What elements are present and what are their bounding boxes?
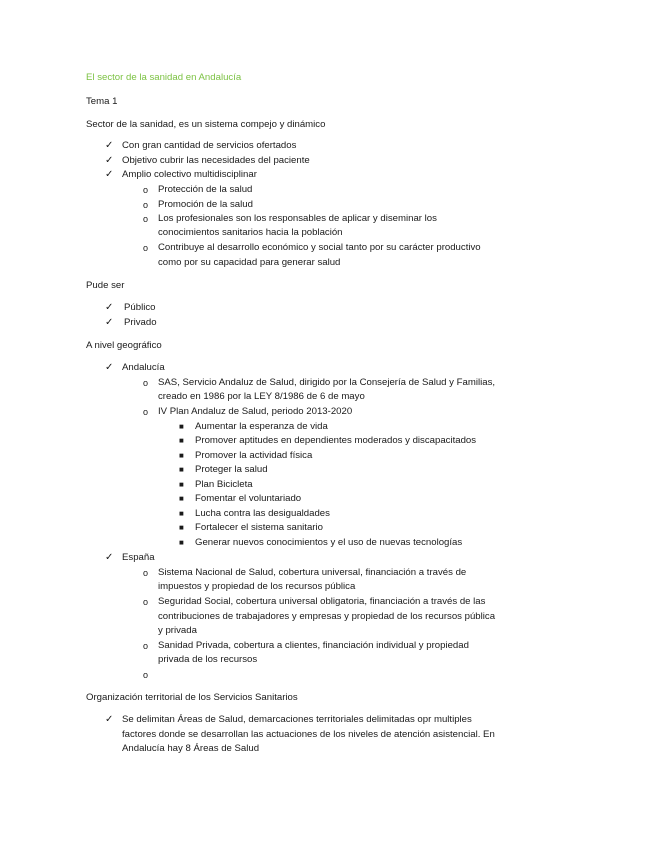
list-item-continuation: Andalucía hay 8 Áreas de Salud [122, 743, 260, 754]
list-item: Promover aptitudes en dependientes moderados y discapacitados [195, 435, 477, 446]
list-item: Seguridad Social, cobertura universal obligatoria, financiación a través de las [158, 596, 486, 607]
square-bullet-icon: ■ [179, 436, 184, 445]
list-item: Objetivo cubrir las necesidades del paciente [122, 155, 310, 166]
list-item: Público [124, 302, 156, 313]
check-icon: ✓ [105, 302, 114, 313]
square-bullet-icon: ■ [179, 465, 184, 474]
square-bullet-icon: ■ [179, 451, 184, 460]
square-bullet-icon: ■ [179, 509, 184, 518]
list-item: IV Plan Andaluz de Salud, periodo 2013-2020 [158, 406, 353, 417]
list-item: Fomentar el voluntariado [195, 493, 302, 504]
list-item: Promoción de la salud [158, 199, 253, 210]
list-item: España [122, 552, 155, 563]
square-bullet-icon: ■ [179, 538, 184, 547]
circle-bullet-icon: o [143, 378, 149, 388]
circle-bullet-icon: o [143, 243, 149, 253]
section-heading: A nivel geográfico [86, 340, 162, 351]
circle-bullet-icon: o [143, 185, 149, 195]
list-item-continuation: como por su capacidad para generar salud [158, 257, 341, 268]
list-item: Promover la actividad física [195, 450, 313, 461]
list-item: Generar nuevos conocimientos y el uso de nuevas tecnologías [195, 537, 463, 548]
list-item: Sistema Nacional de Salud, cobertura universal, financiación a través de [158, 567, 467, 578]
list-item: Contribuye al desarrollo económico y social tanto por su carácter productivo [158, 242, 481, 253]
list-item-continuation: contribuciones de trabajadores y empresas y propiedad de los recursos pública [158, 611, 496, 622]
list-item: Se delimitan Áreas de Salud, demarcaciones territoriales delimitadas opr multiples [122, 714, 472, 725]
intro-paragraph: Sector de la sanidad, es un sistema compejo y dinámico [86, 119, 326, 130]
list-item: SAS, Servicio Andaluz de Salud, dirigido por la Consejería de Salud y Familias, [158, 377, 496, 388]
square-bullet-icon: ■ [179, 480, 184, 489]
list-item: Aumentar la esperanza de vida [195, 421, 328, 432]
circle-bullet-icon: o [143, 568, 149, 578]
list-item: Sanidad Privada, cobertura a clientes, financiación individual y propiedad [158, 640, 469, 651]
list-item-continuation: y privada [158, 625, 197, 636]
list-item: Fortalecer el sistema sanitario [195, 522, 323, 533]
list-item: Con gran cantidad de servicios ofertados [122, 140, 297, 151]
list-item-continuation: conocimientos sanitarios hacia la población [158, 227, 343, 238]
list-item: Privado [124, 317, 157, 328]
check-icon: ✓ [105, 714, 114, 725]
check-icon: ✓ [105, 362, 114, 373]
list-item: Lucha contra las desigualdades [195, 508, 330, 519]
list-item: Plan Bicicleta [195, 479, 253, 490]
circle-bullet-icon: o [143, 670, 149, 680]
list-item-continuation: factores donde se desarrollan las actuaciones de los niveles de atención asistencial. En [122, 729, 495, 740]
list-item: Proteger la salud [195, 464, 268, 475]
section-heading: Pude ser [86, 280, 125, 291]
section-heading: Organización territorial de los Servicios Sanitarios [86, 692, 298, 703]
list-item-continuation: creado en 1986 por la LEY 8/1986 de 6 de mayo [158, 391, 365, 402]
square-bullet-icon: ■ [179, 422, 184, 431]
document-title: El sector de la sanidad en Andalucía [86, 72, 242, 83]
square-bullet-icon: ■ [179, 494, 184, 503]
circle-bullet-icon: o [143, 200, 149, 210]
list-item: Amplio colectivo multidisciplinar [122, 169, 257, 180]
circle-bullet-icon: o [143, 214, 149, 224]
circle-bullet-icon: o [143, 597, 149, 607]
check-icon: ✓ [105, 317, 114, 328]
check-icon: ✓ [105, 552, 114, 563]
list-item: Protección de la salud [158, 184, 253, 195]
circle-bullet-icon: o [143, 407, 149, 417]
check-icon: ✓ [105, 169, 114, 180]
circle-bullet-icon: o [143, 641, 149, 651]
check-icon: ✓ [105, 140, 114, 151]
list-item-continuation: privada de los recursos [158, 654, 258, 665]
tema-heading: Tema 1 [86, 96, 118, 107]
square-bullet-icon: ■ [179, 523, 184, 532]
check-icon: ✓ [105, 155, 114, 166]
list-item: Andalucía [122, 362, 165, 373]
list-item-continuation: impuestos y propiedad de los recursos pública [158, 581, 356, 592]
list-item: Los profesionales son los responsables de aplicar y diseminar los [158, 213, 437, 224]
